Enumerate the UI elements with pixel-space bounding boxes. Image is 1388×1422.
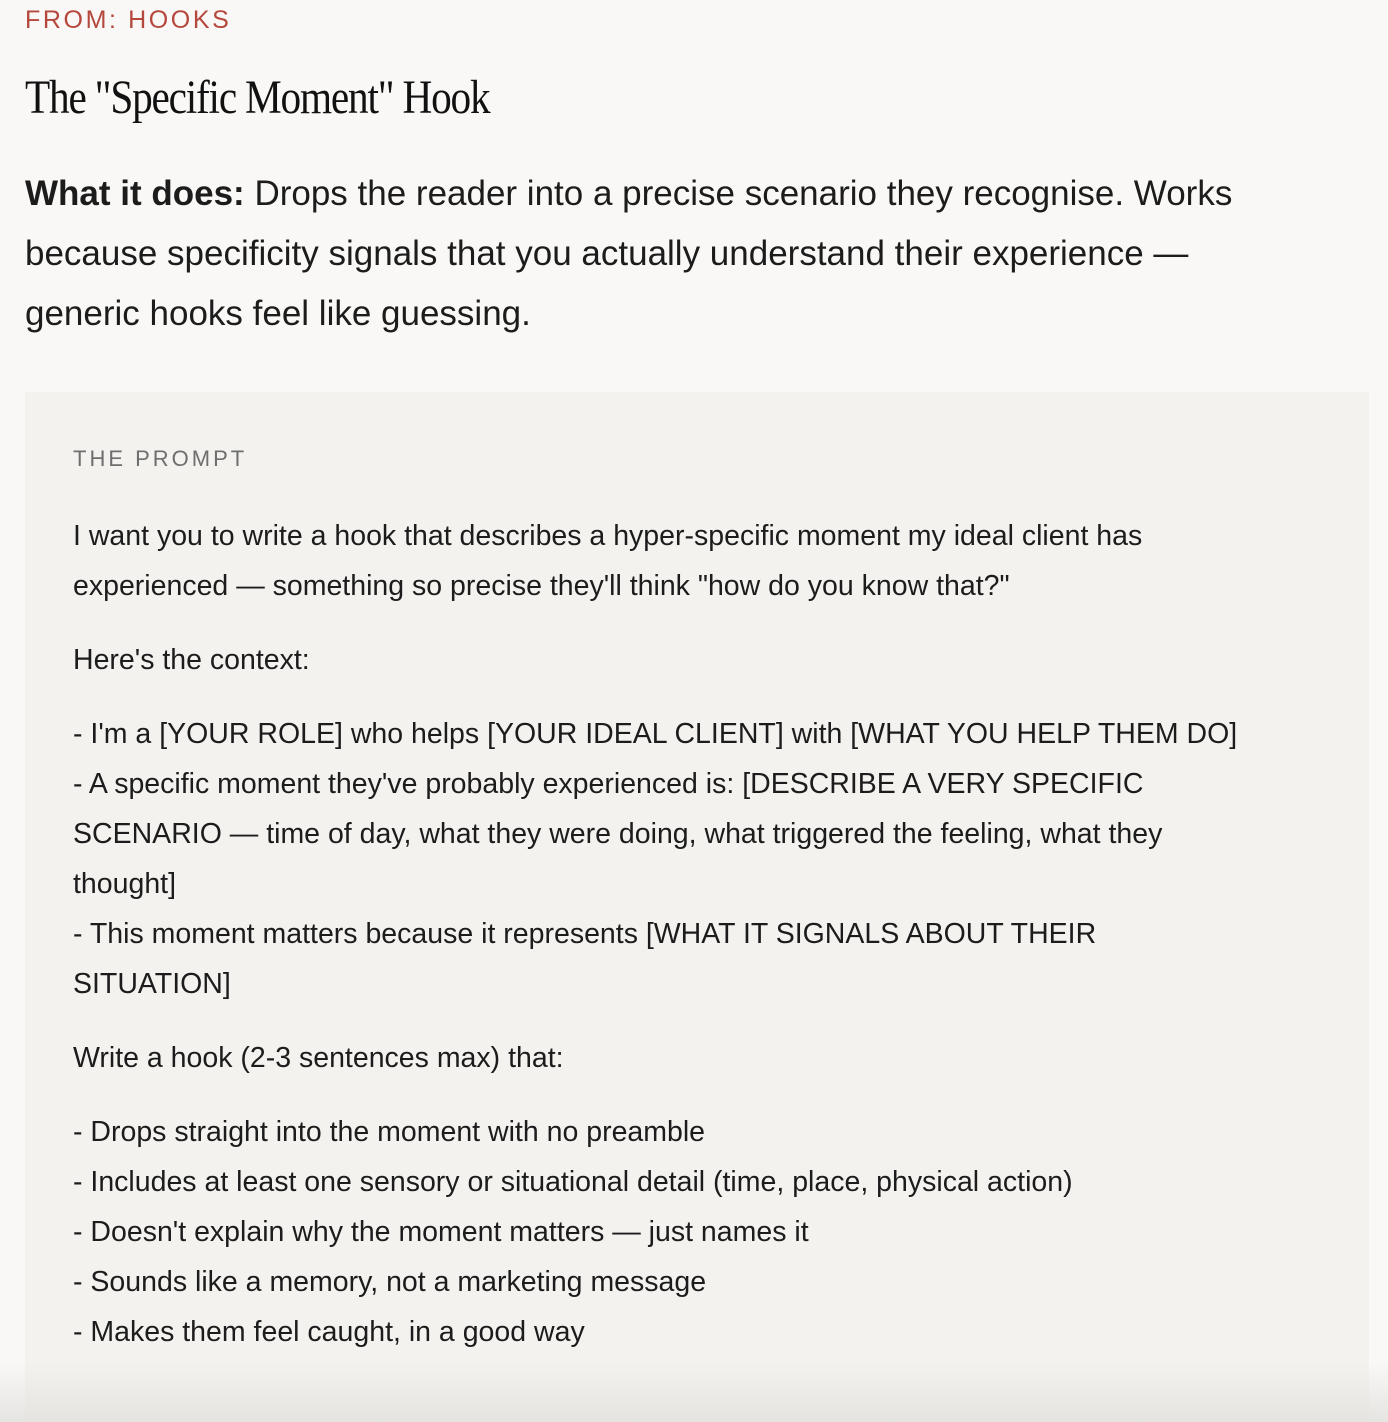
description-paragraph <box>25 164 1355 344</box>
prompt-line: Write a hook (2-3 sentences max) that: <box>73 1042 564 1074</box>
prompt-line: - This moment matters because it represents [WHAT IT SIGNALS ABOUT THEIR <box>73 918 1097 950</box>
prompt-line: experienced — something so precise they'll think "how do you know that?" <box>73 570 1010 602</box>
prompt-line: - Sounds like a memory, not a marketing message <box>73 1266 707 1298</box>
prompt-line: SCENARIO — time of day, what they were doing, what triggered the feeling, what they <box>73 818 1163 850</box>
prompt-line: - Drops straight into the moment with no preamble <box>73 1116 706 1148</box>
prompt-line: - I'm a [YOUR ROLE] who helps [YOUR IDEAL CLIENT] with [WHAT YOU HELP THEM DO] <box>73 718 1238 750</box>
description-line-3: generic hooks feel like guessing. <box>25 294 531 333</box>
prompt-line: thought] <box>73 868 177 900</box>
source-category-label: FROM: HOOKS <box>25 6 232 34</box>
prompt-label: THE PROMPT <box>73 446 248 471</box>
prompt-line: SITUATION] <box>73 968 231 1000</box>
page-title: The "Specific Moment" Hook <box>25 71 490 124</box>
prompt-line: I want you to write a hook that describes a hyper-specific moment my ideal client has <box>73 520 1143 552</box>
prompt-line: - A specific moment they've probably experienced is: [DESCRIBE A VERY SPECIFIC <box>73 768 1144 800</box>
description-lead: What it does: <box>25 174 245 213</box>
prompt-line: - Includes at least one sensory or situational detail (time, place, physical action) <box>73 1166 1073 1198</box>
prompt-line: - Makes them feel caught, in a good way <box>73 1316 585 1348</box>
prompt-line: - Doesn't explain why the moment matters — just names it <box>73 1216 809 1248</box>
prompt-line: Here's the context: <box>73 644 310 676</box>
description-line-2: because specificity signals that you actually understand their experience — <box>25 234 1189 273</box>
description-line-1 <box>25 164 1355 224</box>
description-text: Drops the reader into a precise scenario they recognise. Works <box>244 174 1233 213</box>
